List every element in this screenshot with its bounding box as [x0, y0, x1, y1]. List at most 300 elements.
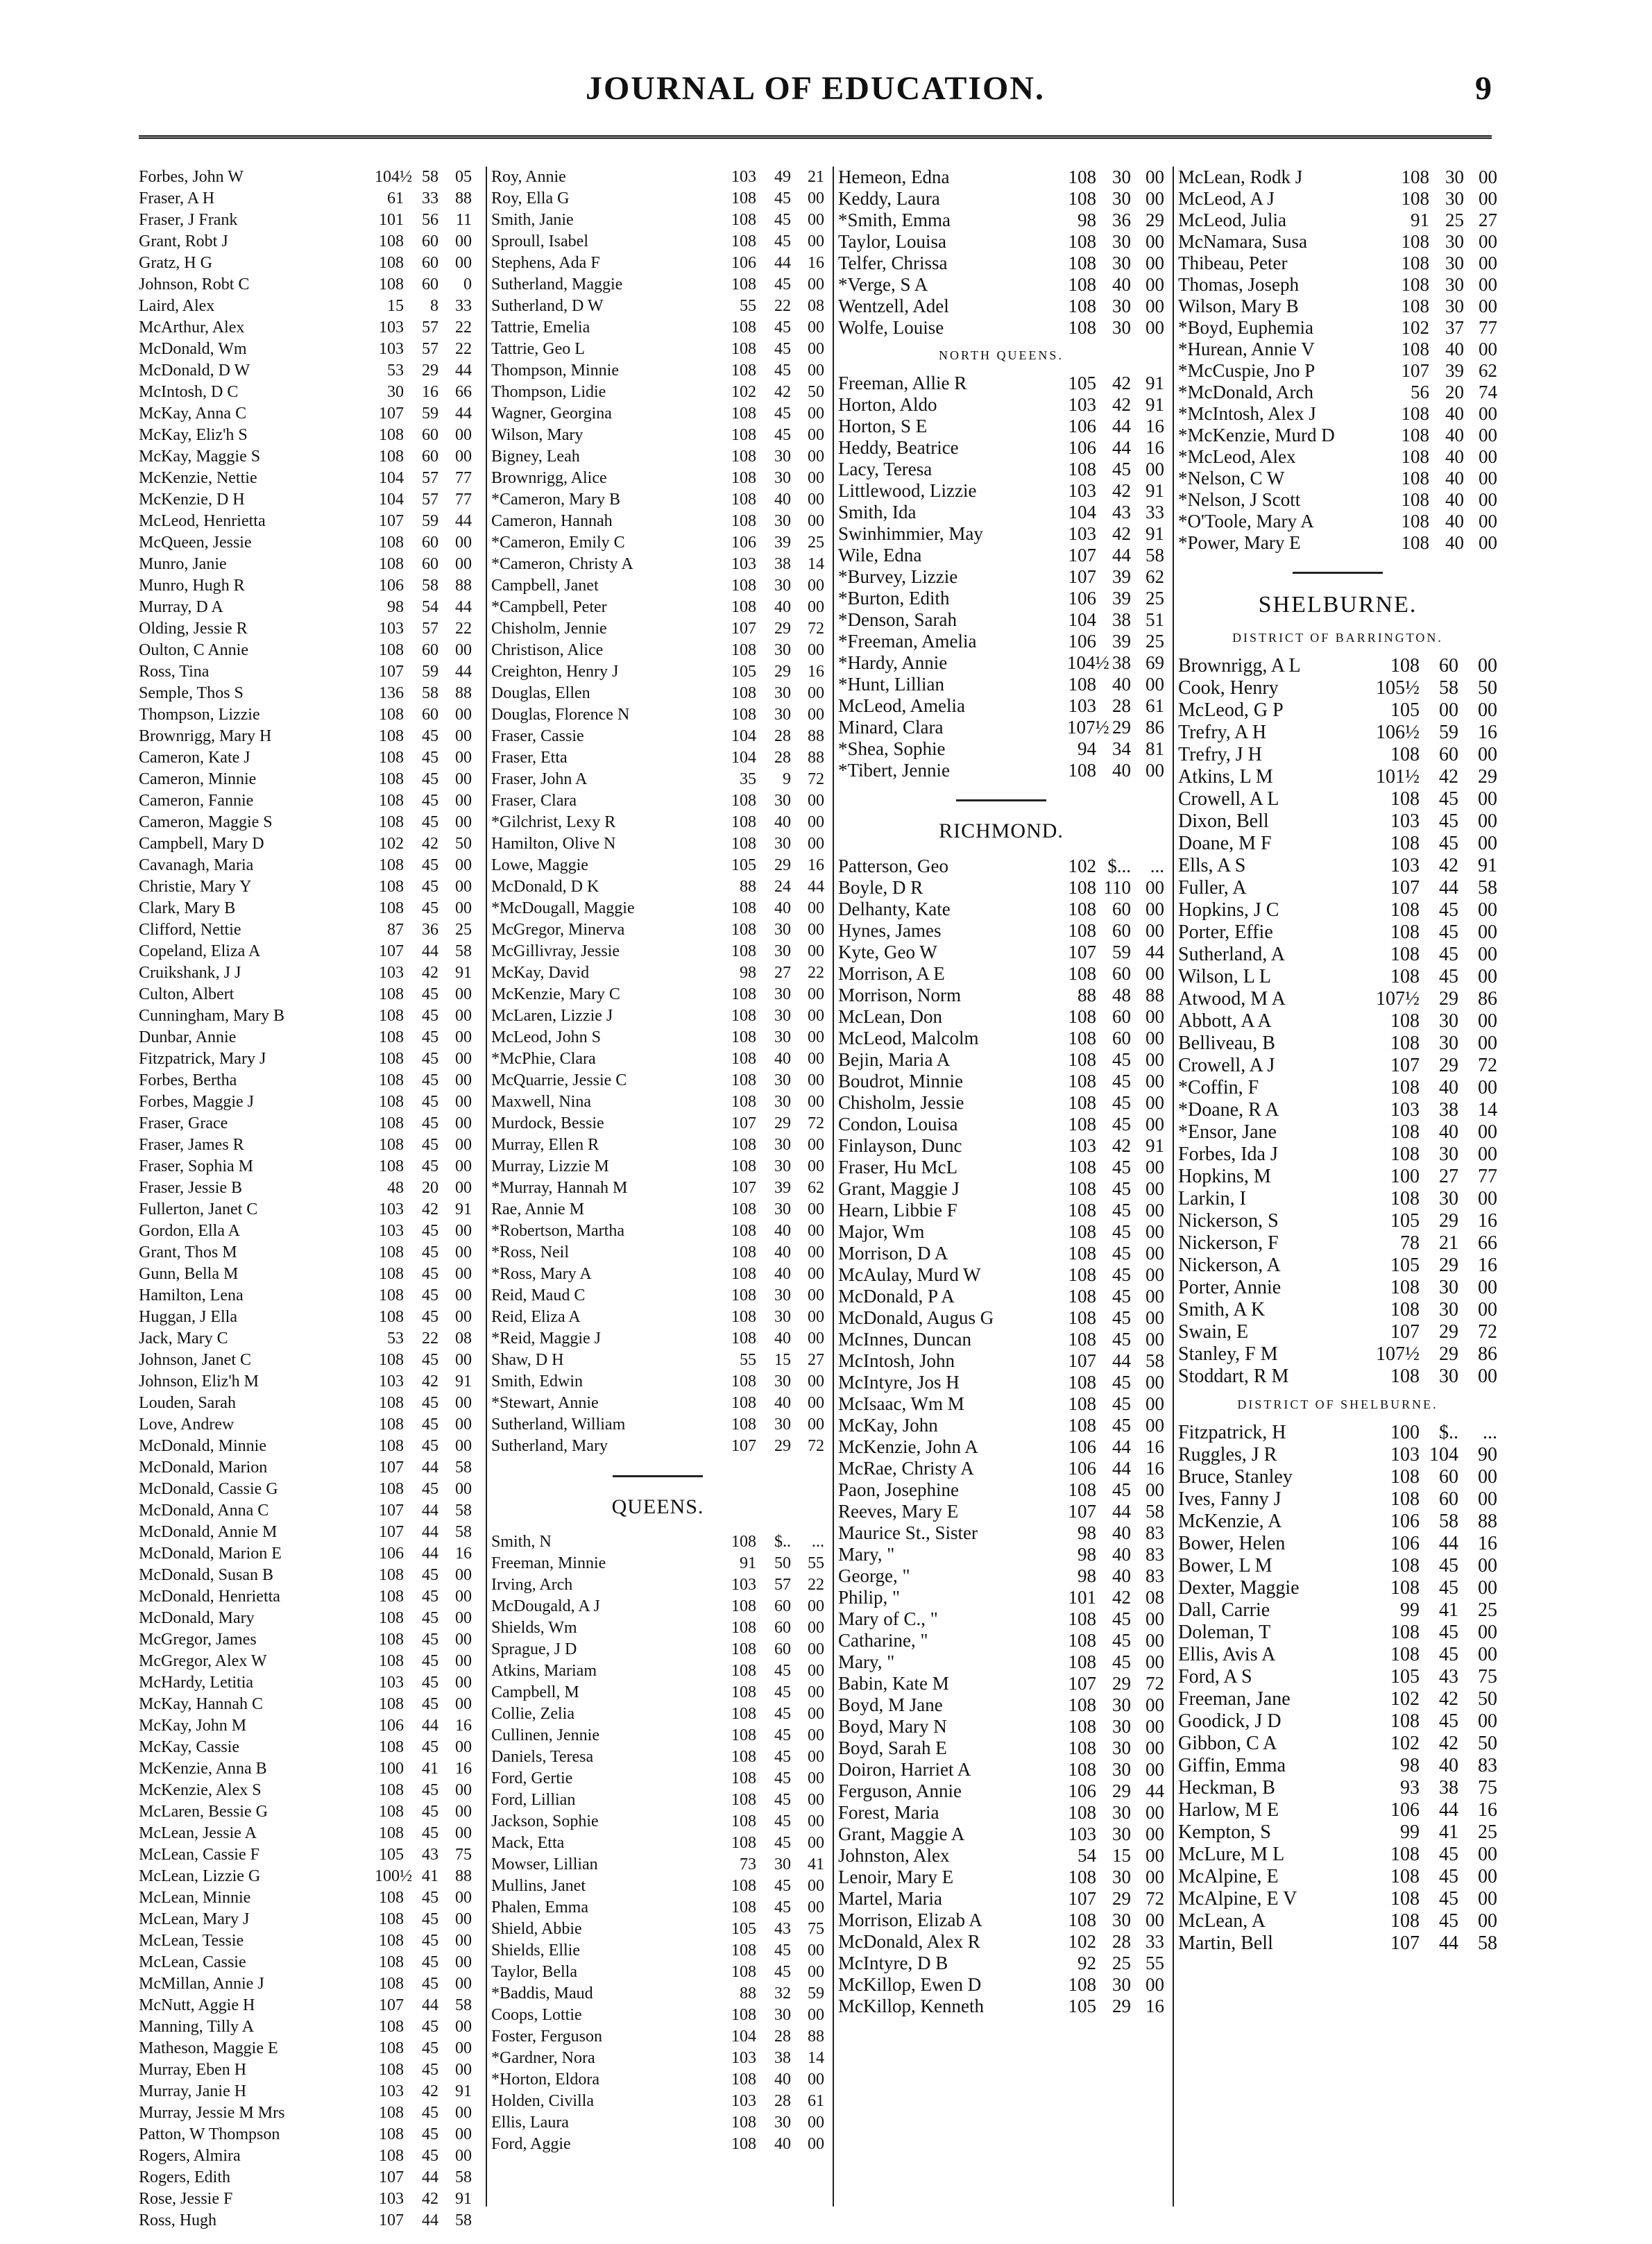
days-taught: 108 — [731, 1683, 756, 1701]
table-row — [838, 674, 1164, 695]
teacher-name: Roy, Ella G — [491, 189, 570, 207]
grant-dollars: 45 — [774, 426, 791, 444]
teacher-name: Reeves, Mary E — [838, 1501, 959, 1522]
grant-cents: 74 — [1479, 382, 1497, 402]
grant-cents: 00 — [808, 1963, 824, 1981]
teacher-name: Daniels, Teresa — [491, 1748, 594, 1766]
table-row — [491, 511, 824, 532]
days-taught: 108 — [379, 1975, 404, 1993]
grant-cents: 44 — [1146, 1780, 1164, 1801]
teacher-name: Clifford, Nettie — [139, 921, 241, 939]
days-taught: 108 — [731, 1898, 756, 1916]
grant-dollars: 43 — [422, 1846, 438, 1864]
table-row — [838, 1092, 1164, 1114]
days-taught: 108 — [379, 878, 404, 896]
days-taught: 108 — [1068, 877, 1096, 898]
grant-dollars: 30 — [774, 512, 791, 530]
days-taught: 94 — [1078, 738, 1096, 759]
teacher-name: Ellis, Avis A — [1178, 1644, 1276, 1665]
teacher-name: Porter, Annie — [1178, 1277, 1281, 1298]
grant-cents: 05 — [455, 168, 472, 186]
grant-cents: 50 — [1478, 1688, 1497, 1710]
grant-dollars: 45 — [1112, 1286, 1131, 1307]
teacher-name: McGregor, James — [139, 1631, 257, 1649]
table-row — [1178, 317, 1497, 339]
table-row — [1178, 744, 1497, 766]
grant-dollars: 30 — [1445, 231, 1464, 252]
days-taught: 108 — [731, 232, 756, 250]
rows-richmond — [838, 856, 1164, 2017]
table-row — [139, 1952, 472, 1973]
teacher-name: Campbell, Mary D — [139, 835, 264, 853]
grant-cents: 16 — [1478, 1799, 1497, 1821]
teacher-name: Thompson, Lidie — [491, 383, 606, 401]
grant-dollars: 58 — [422, 168, 438, 186]
grant-cents: 00 — [1478, 1888, 1497, 1910]
teacher-name: McLeod, Malcolm — [838, 1028, 979, 1048]
grant-dollars: 44 — [422, 1545, 438, 1563]
grant-dollars: 29 — [1112, 1888, 1131, 1909]
teacher-name: Atkins, L M — [1178, 766, 1273, 788]
table-row — [139, 661, 472, 683]
grant-cents: 00 — [808, 2006, 824, 2024]
grant-cents: 00 — [1478, 1710, 1497, 1732]
teacher-name: Sprague, J D — [491, 1640, 577, 1658]
table-row — [1178, 1466, 1497, 1488]
grant-cents: 91 — [455, 2082, 472, 2100]
teacher-name: Murray, D A — [139, 598, 223, 616]
grant-cents: 00 — [455, 2039, 472, 2057]
table-row — [139, 769, 472, 790]
grant-cents: 22 — [808, 1576, 824, 1594]
table-row — [838, 717, 1164, 738]
days-taught: 107 — [379, 663, 404, 681]
grant-dollars: 30 — [1112, 167, 1131, 187]
teacher-name: Ellis, Laura — [491, 2114, 569, 2132]
grant-dollars: 44 — [422, 1996, 438, 2014]
teacher-name: McLaren, Lizzie J — [491, 1007, 613, 1025]
teacher-name: Wile, Edna — [838, 545, 922, 566]
table-row — [491, 1350, 824, 1371]
days-taught: 107 — [731, 1179, 756, 1197]
grant-dollars: 30 — [774, 1372, 791, 1391]
table-row — [1178, 210, 1497, 231]
table-row — [838, 1479, 1164, 1501]
days-taught: 108 — [379, 1114, 404, 1132]
table-row — [139, 231, 472, 253]
days-taught: 108 — [1068, 920, 1096, 941]
days-taught: 108 — [1068, 1286, 1096, 1307]
grant-cents: 00 — [1478, 1466, 1497, 1488]
grant-dollars: 30 — [1439, 1366, 1458, 1387]
grant-cents: 00 — [808, 899, 824, 917]
teacher-name: Mary, " — [838, 1544, 895, 1565]
grant-cents: 00 — [455, 856, 472, 874]
days-taught: 87 — [387, 921, 404, 939]
teacher-name: Brownrigg, Mary H — [139, 727, 272, 745]
table-row — [139, 1350, 472, 1371]
grant-cents: 00 — [455, 1136, 472, 1154]
days-taught: 61 — [387, 189, 404, 207]
table-row — [139, 1113, 472, 1134]
grant-cents: 00 — [1478, 899, 1497, 921]
days-taught: 107 — [1068, 1350, 1096, 1371]
teacher-name: Kyte, Geo W — [838, 942, 937, 962]
column-4 — [1173, 167, 1497, 2207]
grant-cents: 83 — [1146, 1544, 1164, 1565]
grant-cents: 00 — [808, 469, 824, 487]
teacher-name: Nickerson, A — [1178, 1255, 1281, 1276]
grant-cents: 00 — [808, 1640, 824, 1658]
teacher-name: Sutherland, William — [491, 1416, 626, 1434]
table-row — [139, 1414, 472, 1436]
grant-dollars: 45 — [1439, 1622, 1458, 1643]
grant-cents: 00 — [455, 641, 472, 659]
days-taught: 108 — [1390, 1188, 1420, 1209]
grant-dollars: 45 — [1112, 1092, 1131, 1113]
teacher-name: *McCuspie, Jno P — [1178, 360, 1315, 381]
section-heading-shelburne: SHELBURNE. — [1258, 592, 1417, 618]
days-taught: 103 — [379, 1372, 404, 1391]
teacher-name: Nickerson, F — [1178, 1232, 1279, 1254]
teacher-name: Coops, Lottie — [491, 2006, 582, 2024]
days-taught: 108 — [1390, 1910, 1420, 1932]
days-taught: 108 — [731, 706, 756, 724]
grant-dollars: 45 — [422, 2039, 438, 2057]
teacher-name: Copeland, Eliza A — [139, 942, 261, 960]
teacher-name: Laird, Alex — [139, 297, 215, 315]
days-taught: 104½ — [1067, 652, 1109, 673]
days-taught: 108 — [731, 577, 756, 595]
table-row — [139, 618, 472, 640]
days-taught: 108 — [379, 275, 404, 294]
grant-cents: 91 — [455, 1200, 472, 1218]
days-taught: 105 — [1390, 699, 1420, 721]
table-row — [838, 1694, 1164, 1716]
teacher-name: Thomas, Joseph — [1178, 274, 1299, 295]
table-row — [139, 833, 472, 855]
table-row — [491, 253, 824, 274]
teacher-name: McDonald, P A — [838, 1286, 955, 1307]
teacher-name: Munro, Hugh R — [139, 577, 245, 595]
grant-dollars: 57 — [774, 1576, 791, 1594]
grant-cents: 00 — [1146, 1737, 1164, 1758]
table-row — [491, 1242, 824, 1264]
days-taught: 103 — [1068, 1824, 1096, 1844]
teacher-name: Murray, Janie H — [139, 2082, 247, 2100]
days-taught: 108 — [731, 985, 756, 1003]
days-taught: 106 — [1068, 631, 1096, 652]
grant-dollars: 42 — [422, 2082, 438, 2100]
teacher-name: *Power, Mary E — [1178, 532, 1301, 553]
teacher-name: Thompson, Minnie — [491, 362, 619, 380]
table-row — [838, 920, 1164, 942]
table-row — [838, 1974, 1164, 1996]
grant-dollars: 45 — [1439, 1577, 1458, 1599]
grant-dollars: 45 — [422, 1631, 438, 1649]
days-taught: 103 — [731, 555, 756, 573]
grant-cents: 00 — [1146, 899, 1164, 919]
days-taught: 108 — [379, 1050, 404, 1068]
teacher-name: McInnes, Duncan — [838, 1329, 971, 1350]
grant-cents: 00 — [808, 684, 824, 702]
grant-cents: 00 — [1478, 1366, 1497, 1387]
grant-dollars: 38 — [774, 555, 791, 573]
table-row — [838, 1931, 1164, 1953]
days-taught: 108 — [1390, 1299, 1420, 1320]
teacher-name: Sproull, Isabel — [491, 232, 588, 250]
days-taught: 108 — [379, 1136, 404, 1154]
table-row — [139, 1027, 472, 1048]
days-taught: 106 — [731, 254, 756, 272]
grant-cents: 50 — [808, 383, 824, 401]
table-row — [139, 1543, 472, 1565]
table-row — [139, 919, 472, 941]
grant-dollars: 45 — [422, 1975, 438, 1993]
grant-dollars: $.. — [1439, 1422, 1458, 1443]
grant-dollars: 45 — [1439, 810, 1458, 832]
grant-cents: 00 — [808, 577, 824, 595]
grant-cents: 00 — [1146, 1049, 1164, 1070]
grant-dollars: 44 — [1439, 1932, 1458, 1954]
days-taught: 108 — [1068, 899, 1096, 919]
grant-dollars: 45 — [422, 985, 438, 1003]
table-row — [139, 726, 472, 747]
grant-dollars: 45 — [422, 1071, 438, 1089]
grant-cents: 72 — [1478, 1055, 1497, 1076]
teacher-name: Fitzpatrick, Mary J — [139, 1050, 266, 1068]
teacher-name: McLean, Cassie F — [139, 1846, 259, 1864]
table-row — [139, 1005, 472, 1027]
grant-dollars: 27 — [774, 964, 791, 982]
table-row — [491, 1746, 824, 1768]
grant-dollars: 60 — [774, 1597, 791, 1615]
table-row — [1178, 1321, 1497, 1343]
days-taught: 108 — [1068, 1608, 1096, 1629]
teacher-name: Fraser, Jessie B — [139, 1179, 243, 1197]
table-row — [139, 253, 472, 274]
table-row — [838, 1049, 1164, 1071]
teacher-name: McKenzie, Mary C — [491, 985, 620, 1003]
grant-cents: 16 — [1478, 722, 1497, 743]
days-taught: 105 — [1068, 373, 1096, 393]
teacher-name: Minard, Clara — [838, 717, 944, 738]
grant-dollars: 44 — [1112, 437, 1131, 458]
table-row — [1178, 1866, 1497, 1888]
table-row — [838, 1867, 1164, 1888]
section-heading-queens: QUEENS. — [611, 1495, 704, 1518]
grant-dollars: 30 — [1439, 1010, 1458, 1032]
grant-dollars: 45 — [1439, 899, 1458, 921]
days-taught: 48 — [387, 1179, 404, 1197]
teacher-name: Swain, E — [1178, 1321, 1249, 1343]
table-row — [838, 1673, 1164, 1694]
teacher-name: Rose, Jessie F — [139, 2190, 233, 2208]
table-row — [139, 1436, 472, 1457]
days-taught: 108 — [731, 318, 756, 337]
grant-cents: 08 — [1146, 1587, 1164, 1608]
teacher-name: Wentzell, Adel — [838, 296, 949, 316]
table-row — [1178, 253, 1497, 274]
table-row — [838, 1243, 1164, 1264]
grant-cents: 00 — [1478, 1622, 1497, 1643]
grant-dollars: 45 — [774, 1662, 791, 1680]
grant-dollars: 42 — [1112, 1135, 1131, 1156]
grant-dollars: 60 — [1112, 963, 1131, 984]
table-row — [491, 1178, 824, 1199]
table-row — [1178, 1755, 1497, 1777]
grant-dollars: 45 — [422, 1480, 438, 1498]
grant-dollars: 29 — [1112, 1780, 1131, 1801]
grant-cents: 00 — [1146, 1867, 1164, 1887]
grant-dollars: 40 — [1112, 1565, 1131, 1586]
days-taught: 108 — [1390, 1121, 1420, 1143]
grant-cents: 44 — [455, 362, 472, 380]
days-taught: 108 — [731, 1243, 756, 1261]
table-row — [1178, 1255, 1497, 1277]
table-row — [1178, 699, 1497, 722]
grant-cents: 72 — [808, 620, 824, 638]
grant-dollars: 30 — [1112, 1824, 1131, 1844]
days-taught: 108 — [1390, 921, 1420, 943]
days-taught: 105 — [1068, 1996, 1096, 2016]
days-taught: 107 — [379, 405, 404, 423]
grant-cents: 22 — [455, 620, 472, 638]
days-taught: 108 — [379, 641, 404, 659]
days-taught: 107 — [379, 2211, 404, 2229]
teacher-name: Cameron, Fannie — [139, 792, 254, 810]
days-taught: 106 — [1068, 1780, 1096, 1801]
grant-dollars: 45 — [774, 1683, 791, 1701]
grant-dollars: 45 — [422, 1566, 438, 1584]
table-row — [838, 566, 1164, 588]
days-taught: 108 — [379, 2018, 404, 2036]
table-row — [491, 661, 824, 683]
table-row — [139, 2188, 472, 2210]
table-row — [1178, 855, 1497, 877]
table-row — [1178, 1055, 1497, 1077]
teacher-name: Gratz, H G — [139, 254, 212, 272]
days-taught: 108 — [1401, 296, 1429, 316]
teacher-name: McAlpine, E — [1178, 1866, 1279, 1887]
days-taught: 108 — [379, 534, 404, 552]
days-taught: 108 — [731, 1093, 756, 1111]
grant-dollars: 45 — [774, 211, 791, 229]
grant-dollars: 30 — [774, 1855, 791, 1873]
days-taught: 99 — [1400, 1821, 1420, 1843]
table-row — [1178, 1121, 1497, 1144]
table-row — [1178, 1710, 1497, 1733]
grant-dollars: 28 — [1112, 695, 1131, 716]
teacher-name: *Burton, Edith — [838, 588, 950, 609]
grant-dollars: 45 — [1112, 1264, 1131, 1285]
grant-cents: 00 — [455, 1050, 472, 1068]
days-taught: 108 — [379, 1416, 404, 1434]
grant-dollars: 30 — [774, 2114, 791, 2132]
teacher-name: Maxwell, Nina — [491, 1093, 591, 1111]
table-row — [139, 1307, 472, 1328]
teacher-name: Boyd, Mary N — [838, 1716, 947, 1737]
grant-dollars: 40 — [1439, 1755, 1458, 1776]
grant-dollars: 45 — [422, 1114, 438, 1132]
days-taught: 104½ — [375, 168, 412, 186]
grant-cents: 00 — [808, 1028, 824, 1046]
days-taught: 108 — [1401, 446, 1429, 467]
grant-cents: 00 — [1146, 1092, 1164, 1113]
table-row — [1178, 339, 1497, 360]
teacher-name: Larkin, I — [1178, 1188, 1246, 1209]
teacher-name: Dexter, Maggie — [1178, 1577, 1300, 1599]
table-row — [139, 1371, 472, 1393]
days-taught: 108 — [379, 232, 404, 250]
grant-dollars: 42 — [1112, 1587, 1131, 1608]
grant-cents: 00 — [455, 749, 472, 767]
grant-dollars: 60 — [1112, 920, 1131, 941]
grant-dollars: 44 — [422, 1717, 438, 1735]
teacher-name: Hamilton, Lena — [139, 1286, 244, 1304]
grant-cents: 00 — [808, 1877, 824, 1895]
grant-cents: 16 — [808, 254, 824, 272]
teacher-name: *Robertson, Martha — [491, 1222, 624, 1240]
teacher-name: Smith, A K — [1178, 1299, 1266, 1320]
grant-cents: 00 — [808, 1093, 824, 1111]
days-taught: 103 — [379, 1222, 404, 1240]
grant-cents: 00 — [455, 878, 472, 896]
days-taught: 108 — [1068, 1243, 1096, 1264]
table-row — [838, 1157, 1164, 1178]
district-heading-shelburne: DISTRICT OF SHELBURNE. — [1237, 1397, 1438, 1411]
column-3 — [833, 167, 1164, 2207]
table-row — [491, 1790, 824, 1811]
days-taught: 55 — [740, 1351, 756, 1369]
days-taught: 108 — [731, 512, 756, 530]
grant-dollars: 45 — [1439, 966, 1458, 987]
days-taught: 108 — [1068, 459, 1096, 479]
grant-cents: 00 — [808, 835, 824, 853]
teacher-name: Philip, " — [838, 1587, 901, 1608]
teacher-name: Sutherland, D W — [491, 297, 604, 315]
teacher-name: McKay, Maggie S — [139, 448, 261, 466]
days-taught: 108 — [1068, 188, 1096, 209]
table-row — [1178, 899, 1497, 921]
teacher-name: *Stewart, Annie — [491, 1394, 599, 1412]
table-row — [139, 1608, 472, 1629]
grant-cents: 91 — [455, 1372, 472, 1391]
table-row — [491, 274, 824, 296]
rows-queens — [491, 1531, 824, 2155]
grant-cents: 00 — [455, 1975, 472, 1993]
table-row — [1178, 1422, 1497, 1444]
table-row — [491, 1307, 824, 1328]
days-taught: 105 — [731, 663, 756, 681]
table-row — [838, 210, 1164, 231]
teacher-name: Bejin, Maria A — [838, 1049, 951, 1070]
header-rule — [139, 135, 1492, 139]
table-row — [139, 1715, 472, 1737]
days-taught: 108 — [1401, 231, 1429, 252]
grant-dollars: 30 — [1112, 1759, 1131, 1780]
grant-cents: 00 — [808, 942, 824, 960]
days-taught: 108 — [1401, 253, 1429, 273]
table-row — [491, 1070, 824, 1091]
grant-cents: 00 — [1146, 1479, 1164, 1500]
days-taught: 30 — [387, 383, 404, 401]
grant-cents: 00 — [1478, 1032, 1497, 1054]
teacher-name: McKenzie, D H — [139, 491, 245, 509]
days-taught: 108 — [379, 1265, 404, 1283]
grant-cents: 55 — [1146, 1953, 1164, 1973]
grant-dollars: 39 — [774, 1179, 791, 1197]
